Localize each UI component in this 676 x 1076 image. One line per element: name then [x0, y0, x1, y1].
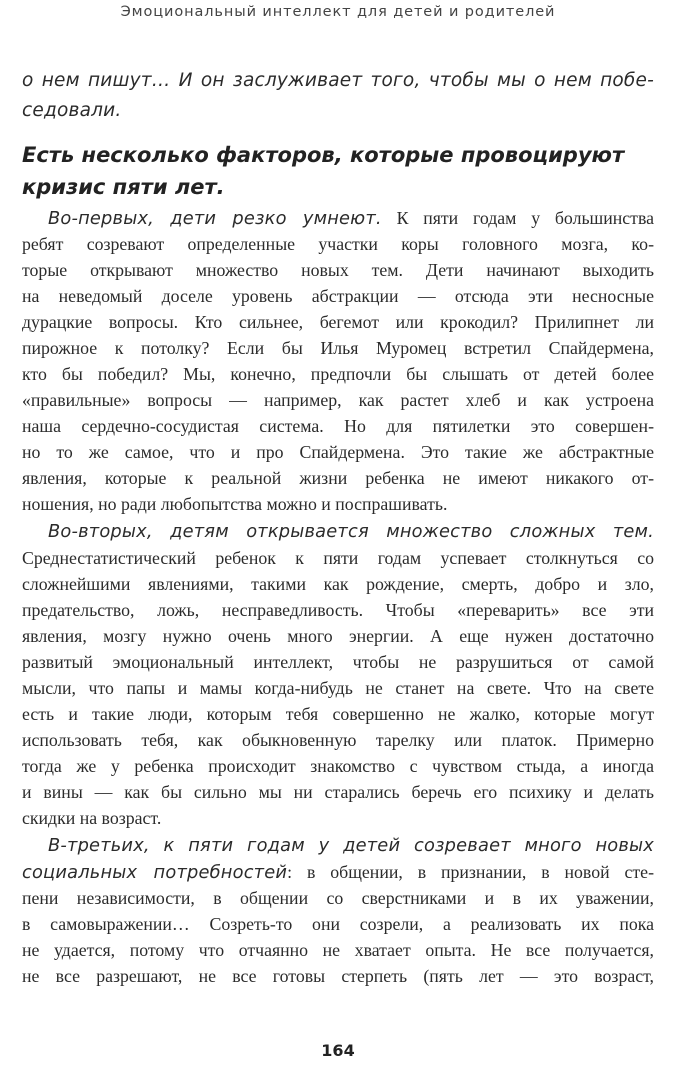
continuation-line: седовали.	[22, 100, 122, 121]
paragraph-line: торые открывают множество новых тем. Дети начинают выходить	[22, 260, 654, 280]
paragraph-line: использовать тебя, как обыкновенную тарелку или платок. Примерно	[22, 730, 654, 750]
paragraph-line: не удается, потому что отчаянно не хватает опыта. Не все получается,	[22, 940, 654, 960]
paragraph-line: дурацкие вопросы. Кто сильнее, бегемот или крокодил? Прилипнет ли	[22, 312, 654, 332]
paragraph-line	[22, 859, 654, 885]
lead-phrase: Во-вторых, детям открывается множество сложных тем.	[48, 521, 654, 542]
paragraph-line: пени независимости, в общении со сверстниками и в их уважении,	[22, 888, 654, 908]
paragraph-first-factor	[22, 205, 654, 517]
continuation-line: о нем пишут… И он заслуживает того, чтобы мы о нем побе-	[22, 70, 654, 91]
paragraph-line: не все разрешают, не все готовы стерпеть (пять лет — это возраст,	[22, 966, 654, 986]
paragraph-line: на неведомый доселе уровень абстракции — отсюда эти несносные	[22, 286, 654, 306]
running-header: Эмоциональный интеллект для детей и родителей	[120, 4, 556, 20]
paragraph-line: но то же самое, что и про Спайдермена. Это такие же абстрактные	[22, 442, 654, 462]
paragraph-line: развитый эмоциональный интеллект, чтобы не разрушиться от самой	[22, 652, 654, 672]
paragraph-line: мысли, что папы и мамы когда-нибудь не станет на свете. Что на свете	[22, 678, 654, 698]
paragraph-line: пирожное к потолку? Если бы Илья Муромец встретил Спайдермена,	[22, 338, 654, 358]
section-heading	[22, 139, 654, 203]
paragraph-line: сложнейшими явлениями, такими как рождение, смерть, добро и зло,	[22, 574, 654, 594]
heading-line: кризис пяти лет.	[22, 175, 225, 199]
paragraph-line: и вины — как бы сильно мы ни старались беречь его психику и делать	[22, 782, 654, 802]
paragraph-line: предательство, ложь, несправедливость. Чтобы «переварить» все эти	[22, 600, 654, 620]
heading-line: Есть несколько факторов, которые провоцируют	[22, 143, 625, 167]
line-text: : в общении, в признании, в новой сте-	[287, 862, 654, 882]
paragraph-line: «правильные» вопросы — например, как растет хлеб и как устроена	[22, 390, 654, 410]
paragraph-line: ребят созревают определенные участки коры головного мозга, ко-	[22, 234, 654, 254]
paragraph-line: ношения, но ради любопытства можно и поспрашивать.	[22, 494, 448, 514]
paragraph-line: скидки на возраст.	[22, 808, 162, 828]
paragraph-line: в самовыражении… Созреть-то они созрели, а реализовать их пока	[22, 914, 654, 934]
paragraph-line: кто бы победил? Мы, конечно, предпочли бы слышать от детей более	[22, 364, 654, 384]
page-number: 164	[321, 1041, 355, 1060]
paragraph-second-factor	[22, 519, 654, 831]
paragraph-third-factor	[22, 833, 654, 989]
paragraph-line: тогда же у ребенка происходит знакомство с чувством стыда, а иногда	[22, 756, 654, 776]
paragraph-line: есть и такие люди, которым тебя совершенно не жалко, которые могут	[22, 704, 654, 724]
paragraph-line: наша сердечно-сосудистая система. Но для пятилетки это совершен-	[22, 416, 654, 436]
paragraph-line: явления, мозгу нужно очень много энергии. А еще нужен достаточно	[22, 626, 654, 646]
lead-phrase-end: социальных потребностей	[22, 862, 288, 883]
lead-phrase: Во-первых, дети резко умнеют.	[48, 208, 382, 229]
lead-phrase: В-третьих, к пяти годам у детей созревает много новых	[48, 835, 654, 856]
line-text: К пяти годам у большинства	[396, 208, 654, 228]
paragraph-line: явления, которые к реальной жизни ребенка не имеют никакого от-	[22, 468, 654, 488]
page-body	[22, 66, 654, 989]
paragraph-line	[22, 205, 654, 231]
continuation-text	[22, 66, 654, 126]
paragraph-line: Среднестатистический ребенок к пяти годам успевает столкнуться со	[22, 548, 654, 568]
